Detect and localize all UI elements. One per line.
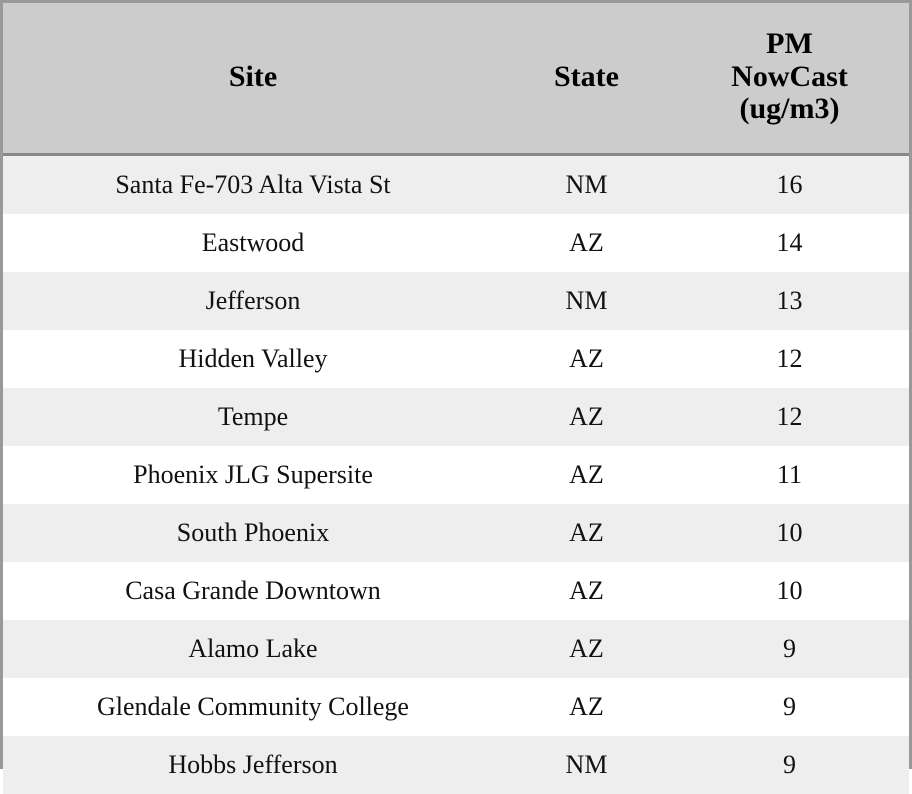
cell-pm: 9 — [670, 678, 909, 736]
table-row — [3, 155, 909, 215]
cell-pm: 9 — [670, 620, 909, 678]
table-row — [3, 446, 909, 504]
cell-site: Phoenix JLG Supersite — [3, 446, 503, 504]
column-header-state — [503, 3, 670, 155]
cell-site: Hobbs Jefferson — [3, 736, 503, 794]
cell-pm: 10 — [670, 562, 909, 620]
column-header-pm-line-1: PM — [676, 28, 903, 60]
cell-site: Alamo Lake — [3, 620, 503, 678]
table-row — [3, 562, 909, 620]
cell-site: Tempe — [3, 388, 503, 446]
table-row — [3, 620, 909, 678]
cell-state: AZ — [503, 678, 670, 736]
cell-site: South Phoenix — [3, 504, 503, 562]
cell-pm: 9 — [670, 736, 909, 794]
cell-pm: 16 — [670, 155, 909, 215]
table-row — [3, 504, 909, 562]
aqi-table — [3, 3, 909, 794]
column-header-pm-nowcast — [670, 3, 909, 155]
cell-pm: 13 — [670, 272, 909, 330]
column-header-site-line-1: Site — [9, 61, 497, 93]
table-row — [3, 272, 909, 330]
column-header-pm-line-3: (ug/m3) — [676, 93, 903, 125]
cell-pm: 10 — [670, 504, 909, 562]
cell-state: AZ — [503, 214, 670, 272]
table-row — [3, 678, 909, 736]
table-row — [3, 388, 909, 446]
cell-pm: 12 — [670, 330, 909, 388]
column-header-pm-line-2: NowCast — [676, 61, 903, 93]
table-header-row — [3, 3, 909, 155]
cell-state: NM — [503, 736, 670, 794]
cell-site: Eastwood — [3, 214, 503, 272]
cell-pm: 14 — [670, 214, 909, 272]
cell-state: AZ — [503, 562, 670, 620]
table-header — [3, 3, 909, 155]
column-header-state-line-1: State — [509, 61, 664, 93]
cell-site: Jefferson — [3, 272, 503, 330]
cell-site: Santa Fe-703 Alta Vista St — [3, 155, 503, 215]
table-body — [3, 155, 909, 794]
table-row — [3, 214, 909, 272]
cell-state: AZ — [503, 504, 670, 562]
cell-state: AZ — [503, 446, 670, 504]
cell-state: AZ — [503, 330, 670, 388]
cell-site: Casa Grande Downtown — [3, 562, 503, 620]
table-row — [3, 330, 909, 388]
cell-state: NM — [503, 155, 670, 215]
cell-state: AZ — [503, 620, 670, 678]
cell-pm: 12 — [670, 388, 909, 446]
cell-state: AZ — [503, 388, 670, 446]
cell-pm: 11 — [670, 446, 909, 504]
table-row — [3, 736, 909, 794]
cell-site: Glendale Community College — [3, 678, 503, 736]
cell-state: NM — [503, 272, 670, 330]
cell-site: Hidden Valley — [3, 330, 503, 388]
column-header-site — [3, 3, 503, 155]
